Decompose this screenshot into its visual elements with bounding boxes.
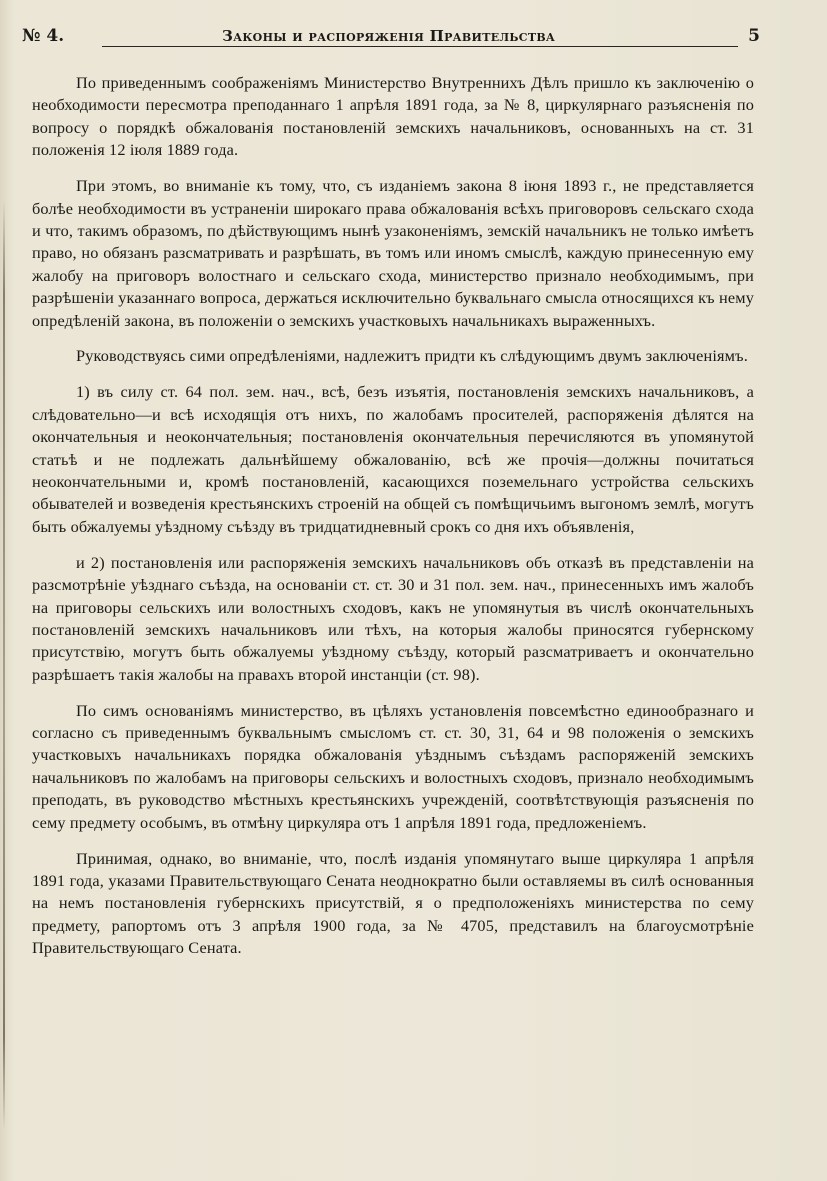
issue-number: № 4.: [22, 26, 65, 46]
paragraph-5: и 2) постановленія или распоряженія земскихъ начальниковъ объ отказѣ въ представленіи на разсмотрѣніе уѣзднаго съѣзда, на основаніи ст. ст. 30 и 31 пол. зем. нач., принесенныхъ имъ жалобъ на приговоры сельскихъ или волостныхъ сходовъ, какъ не упомянутыя въ числѣ окончательныхъ постановленій земскихъ начальниковъ или тѣхъ, на которыя жалобы приносятся губернскому присутствію, могутъ быть обжалуемы уѣздному съѣзду, который разсматриваетъ и окончательно разрѣшаетъ такія жалобы на правахъ второй инстанціи (ст. 98).: [32, 552, 754, 684]
page-number: 5: [748, 26, 760, 46]
paragraph-2: При этомъ, во вниманіе къ тому, что, съ изданіемъ закона 8 іюня 1893 г., не представляется болѣе необходимости въ устраненіи широкаго права обжалованія всѣхъ приговоровъ сельскаго схода и что, такимъ образомъ, по дѣйствующимъ нынѣ узаконеніямъ, земскій начальникъ не только имѣетъ право, но обязанъ разсматривать и разрѣшать, въ томъ или иномъ смыслѣ, каждую принесенную ему жалобу на приговоръ волостнаго и сельскаго схода, министерство признало необходимымъ, при разрѣшеніи указаннаго вопроса, держаться исключительно буквальнаго смысла относящихся къ нему опредѣленій закона, въ положеніи о земскихъ участковыхъ начальникахъ выраженныхъ.: [32, 176, 754, 330]
paragraph-4: 1) въ силу ст. 64 пол. зем. нач., всѣ, безъ изъятія, постановленія земскихъ начальниковъ, а слѣдовательно—и всѣ исходящія отъ нихъ, по жалобамъ просителей, распоряженія дѣлятся на окончательныя и неокончательныя; постановленія окончательныя перечисляются въ упомянутой статьѣ и не подлежать дальнѣйшему обжалованію, всѣ же прочія—должны почитаться неокончательными и, кромѣ постановленій, касающихся поземельнаго устройства сельскихъ обывателей и возведенія крестьянскихъ строеній на общей съ помѣщичьимъ выгономъ землѣ, могутъ быть обжалуемы уѣздному съѣзду въ тридцатидневный срокъ со дня ихъ объявленія,: [32, 382, 754, 536]
paragraph-7: Принимая, однако, во вниманіе, что, послѣ изданія упомянутаго выше циркуляра 1 апрѣля 1891 года, указами Правительствующаго Сената неоднократно были оставляемы въ силѣ основанныя на немъ постановленія губернскихъ присутствій, я о предположеніяхъ министерства по сему предмету, рапортомъ отъ 3 апрѣля 1900 года, за № 4705, представилъ на благоусмотрѣніе Правительствующаго Сената.: [32, 848, 754, 958]
running-header: [22, 24, 760, 50]
binding-edge: [3, 200, 5, 1130]
paragraph-1: По приведеннымъ соображеніямъ Министерство Внутреннихъ Дѣлъ пришло къ заключенію о необходимости пересмотра преподаннаго 1 апрѣля 1891 года, за № 8, циркулярнаго разъясненія по вопросу о порядкѣ обжалованія постановленій земскихъ начальниковъ, основанныхъ на ст. 31 положенія 12 іюля 1889 года.: [32, 73, 754, 160]
paragraph-6: По симъ основаніямъ министерство, въ цѣляхъ установленія повсемѣстно единообразнаго и согласно съ приведеннымъ буквальнымъ смысломъ ст. ст. 30, 31, 64 и 98 положенія о земскихъ участковыхъ начальникахъ порядка обжалованія уѣзднымъ съѣздамъ распоряженій земскихъ начальниковъ по жалобамъ на приговоры сельскихъ и волостныхъ сходовъ, признало необходимымъ преподать, въ руководство мѣстныхъ крестьянскихъ учрежденій, соотвѣтствующія разъясненія по сему предмету особымъ, въ отмѣну циркуляра отъ 1 апрѣля 1891 года, предложеніемъ.: [32, 700, 754, 832]
paragraph-3: Руководствуясь сими опредѣленіями, надлежитъ придти къ слѣдующимъ двумъ заключеніямъ.: [76, 346, 748, 366]
section-title: Законы и распоряженія Правительства: [222, 27, 556, 45]
body-text: [32, 72, 754, 973]
header-rule: [102, 46, 738, 47]
